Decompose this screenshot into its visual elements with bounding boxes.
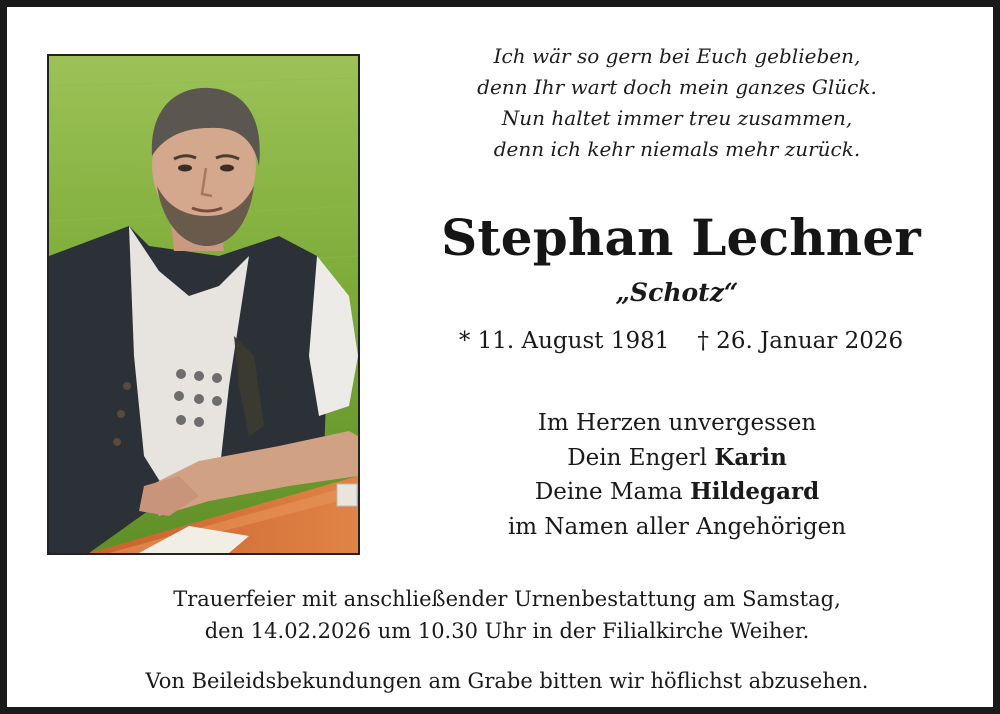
poem-line: denn ich kehr niemals mehr zurück.: [493, 137, 861, 161]
mourners-line: [427, 475, 927, 510]
memorial-poem: [427, 41, 927, 165]
ceremony-line: Trauerfeier mit anschließender Urnenbestattung am Samstag,: [173, 587, 841, 611]
mourners-line: im Namen aller Angehörigen: [507, 513, 847, 540]
birth-date: * 11. August 1981: [458, 328, 670, 354]
condolence-note: Von Beileidsbekundungen am Grabe bitten wir höflichst abzusehen.: [145, 669, 869, 693]
mourners-block: [427, 406, 927, 544]
portrait-photo: [47, 54, 360, 555]
deceased-name: Stephan Lechner: [441, 208, 921, 267]
mourner-name: Hildegard: [690, 478, 820, 505]
mourner-relation: Deine Mama: [534, 479, 691, 505]
mourner-name: Karin: [714, 443, 787, 471]
mourner-relation: Dein Engerl: [567, 444, 715, 471]
ceremony-line: den 14.02.2026 um 10.30 Uhr in der Filialkirche Weiher.: [204, 619, 810, 643]
mourners-line: [427, 441, 927, 476]
deceased-nickname: „Schotz“: [615, 278, 739, 307]
death-date: † 26. Januar 2026: [697, 328, 904, 354]
poem-line: Nun haltet immer treu zusammen,: [501, 106, 853, 130]
portrait-image: [49, 56, 358, 553]
poem-line: Ich wär so gern bei Euch geblieben,: [493, 44, 861, 68]
poem-line: denn Ihr wart doch mein ganzes Glück.: [477, 75, 877, 99]
mourners-line: Im Herzen unvergessen: [537, 410, 817, 436]
ceremony-info: [47, 583, 967, 647]
life-dates: [407, 325, 955, 357]
